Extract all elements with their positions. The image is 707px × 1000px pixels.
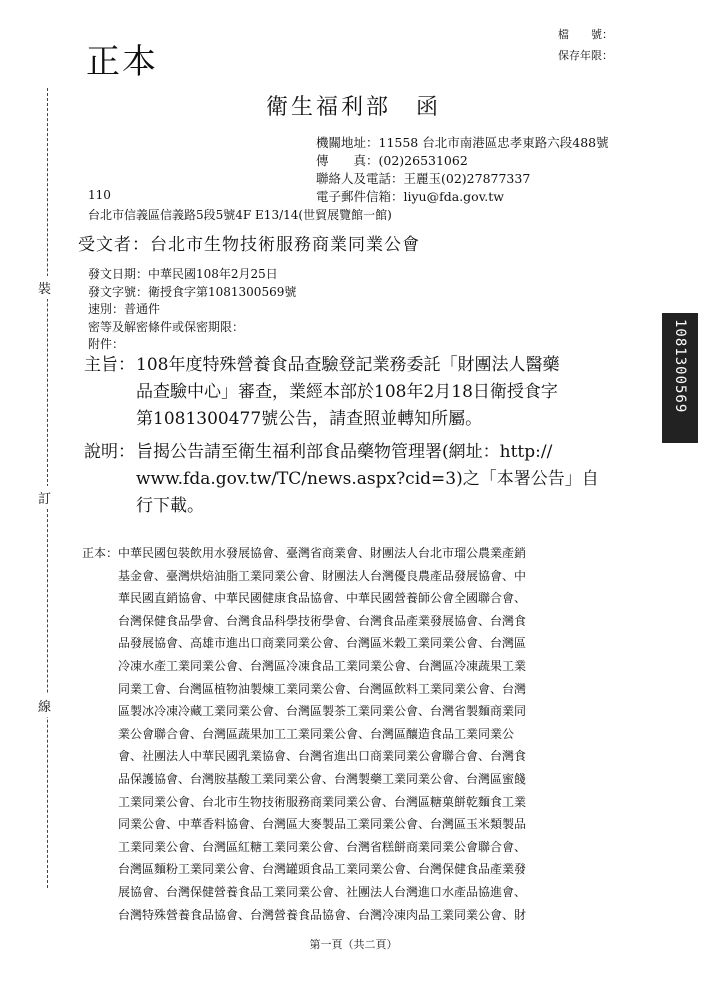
copies-line: 品發展協會、高雄市進出口商業同業公會、台灣區米穀工業同業公會、台灣區 (118, 636, 527, 651)
explanation-line: 行下載。 (136, 496, 204, 516)
subject-line: 108年度特殊營養食品查驗登記業務委託「財團法人醫藥 (136, 355, 560, 375)
archive-info (558, 24, 613, 66)
copies-line: 華民國直銷協會、中華民國健康食品協會、中華民國營養師公會全國聯合會、 (118, 591, 527, 606)
copies-line: 同業公會、中華香料協會、台灣區大麥製品工業同業公會、台灣區玉米類製品 (118, 817, 527, 832)
fax-number: 傳 真：(02)26531062 (316, 153, 468, 168)
subject-line: 品查驗中心」審查，業經本部於108年2月18日衛授食字 (136, 382, 558, 402)
copies-line: 展協會、台灣保健營養食品工業同業公會、社團法人台灣進口水產品協進會、 (118, 884, 527, 899)
page-footer: 第一頁（共二頁） (309, 938, 398, 951)
copies-line: 工業同業公會、台灣區紅糖工業同業公會、台灣省糕餅商業同業公會聯合會、 (118, 839, 527, 854)
explanation-label: 說明： (84, 442, 135, 462)
recipient-zip: 110 (88, 188, 111, 202)
copies-line: 同業工會、台灣區植物油製煉工業同業公會、台灣區飲料工業同業公會、台灣 (118, 681, 527, 696)
copies-line: 台灣特殊營養食品協會、台灣營養食品協會、台灣冷凍肉品工業同業公會、財 (118, 907, 527, 922)
retention-label: 保存年限： (558, 49, 613, 62)
explanation-line: www.fda.gov.tw/TC/news.aspx?cid=3)之「本署公告」自 (136, 469, 599, 489)
attachment: 附件： (88, 337, 125, 351)
document-number: 發文字號：衛授食字第1081300569號 (88, 284, 297, 299)
copies-line: 會、社團法人中華民國乳業協會、台灣省進出口商業同業公會聯合會、台灣食 (118, 749, 527, 764)
explanation-line: 旨揭公告請至衛生福利部食品藥物管理署(網址：http:// (136, 442, 553, 462)
document-meta (88, 266, 296, 354)
copies-body (118, 542, 526, 926)
subject-label: 主旨： (84, 355, 135, 375)
delivery-speed: 速別：普通件 (88, 302, 161, 316)
contact-person: 聯絡人及電話：王麗玉(02)27877337 (316, 171, 531, 186)
file-number-label: 檔 號： (558, 28, 613, 41)
original-copy-stamp: 正本 (86, 42, 158, 82)
document-number-stamp (662, 313, 698, 443)
issue-date: 發文日期：中華民國108年2月25日 (88, 267, 278, 281)
copies-line: 台灣區麵粉工業同業公會、台灣罐頭食品工業同業公會、台灣保健食品產業發 (118, 862, 527, 877)
email-address: 電子郵件信箱：liyu@fda.gov.tw (316, 189, 504, 204)
copies-line: 冷凍水產工業同業公會、台灣區冷凍食品工業同業公會、台灣區冷凍蔬果工業 (118, 658, 527, 673)
recipient: 受文者：台北市生物技術服務商業同業公會 (78, 235, 420, 255)
contact-block (316, 134, 609, 206)
recipient-address: 台北市信義區信義路5段5號4F E13/14(世貿展覽館一館) (88, 208, 392, 222)
secrecy-level: 密等及解密條件或保密期限： (88, 319, 245, 334)
copies-line: 區製冰冷凍冷藏工業同業公會、台灣區製茶工業同業公會、台灣省製麵商業同 (118, 704, 527, 719)
binding-char-ding: 訂 (38, 486, 51, 509)
copies-line: 台灣保健食品學會、台灣食品科學技術學會、台灣食品產業發展協會、台灣食 (118, 613, 527, 628)
copies-line: 中華民國包裝飲用水發展協會、臺灣省商業會、財團法人台北市瑠公農業產銷 (118, 546, 527, 560)
copies-line: 基金會、臺灣烘焙油脂工業同業公會、財團法人台灣優良農產品發展協會、中 (118, 568, 527, 583)
copies-line: 工業同業公會、台北市生物技術服務商業同業公會、台灣區糖菓餅乾麵食工業 (118, 794, 527, 809)
copies-label: 正本： (82, 546, 119, 560)
copies-line: 業公會聯合會、台灣區蔬果加工工業同業公會、台灣區釀造食品工業同業公 (118, 726, 515, 741)
binding-char-xian: 線 (38, 694, 51, 717)
explanation-body (136, 439, 599, 520)
document-title: 衛生福利部 函 (265, 95, 441, 120)
copies-line: 品保護協會、台灣胺基酸工業同業公會、台灣製藥工業同業公會、台灣區蜜餞 (118, 771, 527, 786)
subject-body (136, 352, 559, 433)
document-number-stamp-text: 1081300569 (672, 319, 688, 414)
subject-line: 第1081300477號公告，請查照並轉知所屬。 (136, 409, 483, 429)
agency-address: 機關地址：11558 台北市南港區忠孝東路六段488號 (316, 135, 609, 150)
binding-char-zhuang: 裝 (38, 276, 51, 299)
